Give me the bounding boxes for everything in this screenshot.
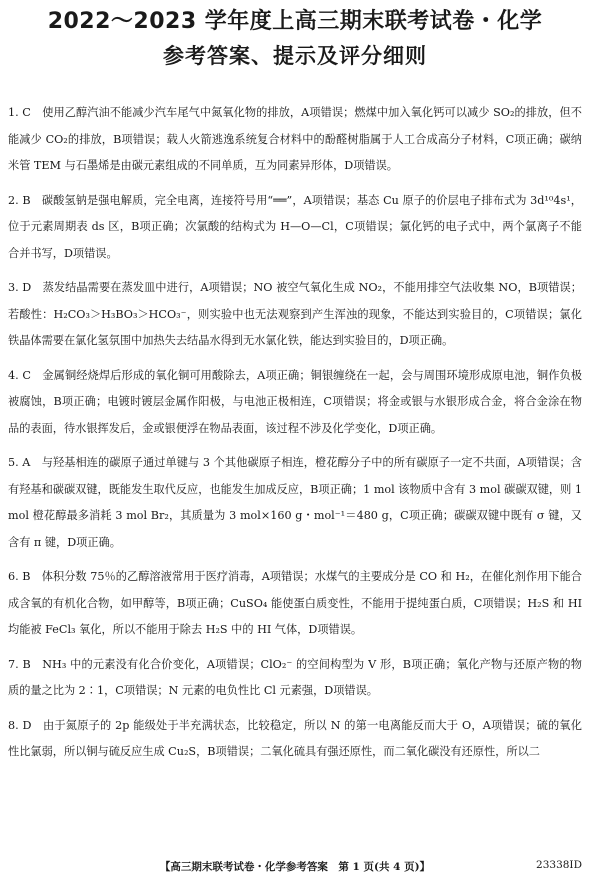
answer-list [8,100,582,774]
answer-item-1: 1. C 使用乙醇汽油不能减少汽车尾气中氮氧化物的排放，A项错误；燃煤中加入氧化钙可以减少 SO₂的排放，但不能减少 CO₂的排放，B项错误；载人火箭逃逸系统复合材料中的酚醛树脂属于人工合成高分子材料，C项正确；碳纳米管 TEM 与石墨烯是由碳元素组成的不同单质，互为同素异形体，D项错误。 [8,106,582,172]
answer-item-8: 8. D 由于氮原子的 2p 能级处于半充满状态，比较稳定，所以 N 的第一电离能反而大于 O，A项错误；硫的氧化性比氯弱，所以铜与硫反应生成 Cu₂S，B项错误；二氧化硫具有强还原性，而二氧化碳没有还原性，所以二 [8,718,582,758]
answer-item-4: 4. C 金属铜经烧焊后形成的氧化铜可用酸除去，A项正确；铜银缠绕在一起，会与周围环境形成原电池，铜作负极被腐蚀，B项正确；电镀时镀层金属作阳极，与电池正极相连，C项错误；将金或银与水银形成合金，将合金涂在物品的表面，待水银挥发后，金或银便浮在物品表面，该过程不涉及化学变化，D项正确。 [8,368,582,435]
answer-item-7: 7. B NH₃ 中的元素没有化合价变化，A项错误；ClO₂⁻ 的空间构型为 V 形，B项正确；氧化产物与还原产物的物质的量之比为 2∶1，C项错误；N 元素的电负性比 Cl 元素强，D项错误。 [8,657,582,697]
answer-item-5: 5. A 与羟基相连的碳原子通过单键与 3 个其他碳原子相连，橙花醇分子中的所有碳原子一定不共面，A项错误；含有羟基和碳碳双键，既能发生取代反应，也能发生加成反应，B项正确；1 mol 该物质中含有 3 mol 碳碳双键，则 1 mol 橙花醇最多消耗 3 mol Br₂，其质量为 3 mol×160 g・mol⁻¹＝480 g，C项正确；碳碳双键中既有 σ 键，又含有 π 键，D项正确。 [8,456,582,549]
footer-exam-code: 23338ID [536,859,582,871]
page-title: 2022～2023 学年度上高三期末联考试卷・化学 [47,9,543,34]
footer-page-label: 【高三期末联考试卷・化学参考答案 第 1 页(共 4 页)】 [159,861,431,873]
answer-item-3: 3. D 蒸发结晶需要在蒸发皿中进行，A项错误；NO 被空气氧化生成 NO₂，不能用排空气法收集 NO，B项错误；若酸性：H₂CO₃＞H₃BO₃＞HCO₃⁻，则实验中也无法观察到产生浑浊的现象，不能达到实验目的，C项错误；氯化铁晶体需要在氯化氢氛围中加热失去结晶水得到无水氯化铁，能达到实验目的，D项正确。 [8,281,582,347]
answer-item-6: 6. B 体积分数 75％的乙醇溶液常用于医疗消毒，A项错误；水煤气的主要成分是 CO 和 H₂，在催化剂作用下能合成含氧的有机化合物，如甲醇等，B项正确；CuSO₄ 能使蛋白质变性，不能用于提纯蛋白质，C项错误；H₂S 和 HI 均能被 FeCl₃ 氧化，所以不能用于除去 H₂S 中的 HI 气体，D项错误。 [8,570,582,636]
page-subtitle: 参考答案、提示及评分细则 [163,44,427,68]
answer-item-2: 2. B 碳酸氢钠是强电解质，完全电离，连接符号用“══”，A项错误；基态 Cu 原子的价层电子排布式为 3d¹⁰4s¹，位于元素周期表 ds 区，B项正确；次氯酸的结构式为 H—O—Cl，C项错误；氯化钙的电子式中，两个氯离子不能合并书写，D项错误。 [8,193,582,260]
